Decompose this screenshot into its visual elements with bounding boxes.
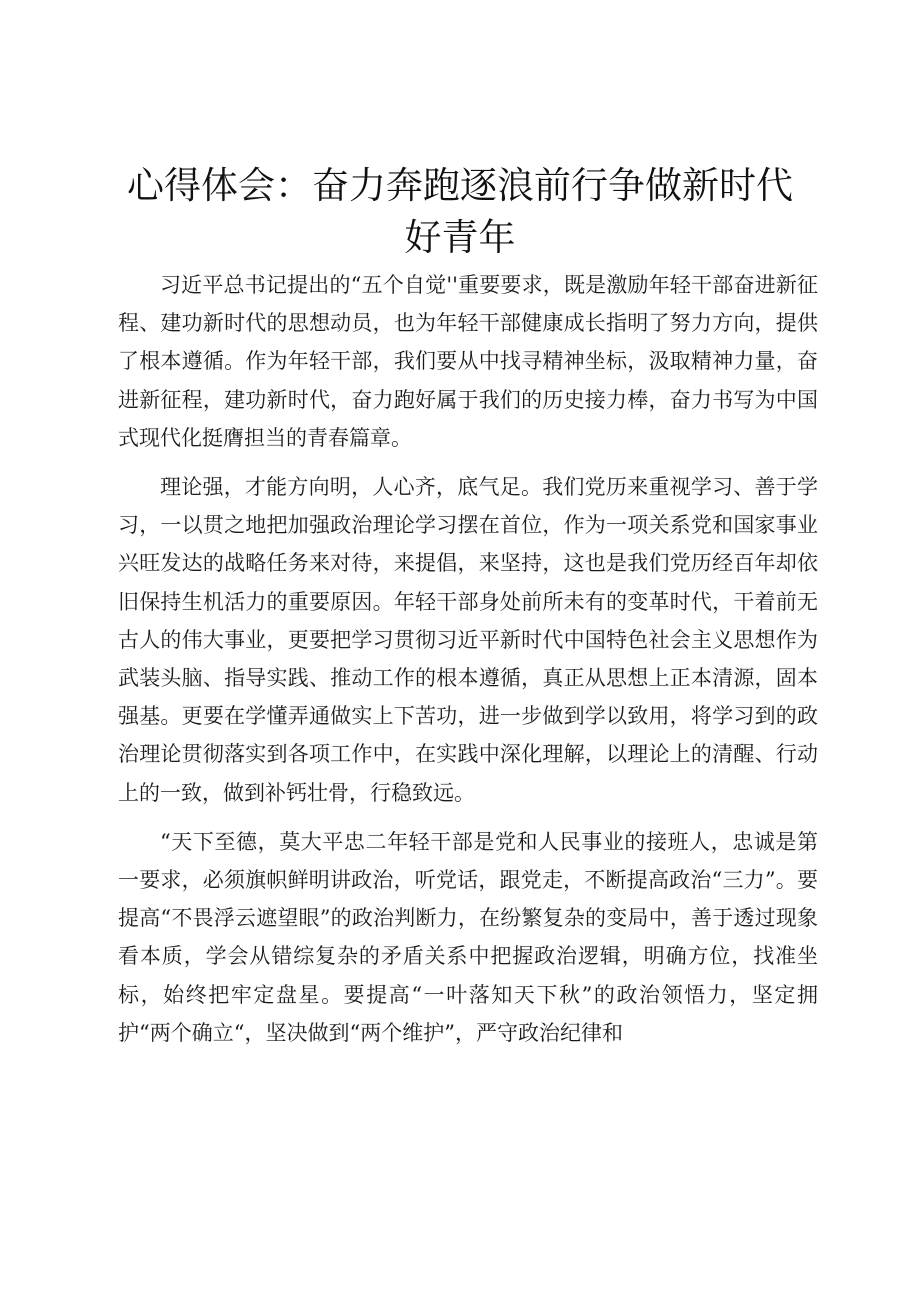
paragraph-2: 理论强，才能方向明，人心齐，底气足。我们党历来重视学习、善于学习，一以贯之地把加强政治理论学习摆在首位，作为一项关系党和国家事业兴旺发达的战略任务来对待，来提倡，来坚持，这也是我们党历经百年却依旧保持生机活力的重要原因。年轻干部身处前所未有的变革时代，干着前无古人的伟大事业，更要把学习贯彻习近平新时代中国特色社会主义思想作为武装头脑、指导实践、推动工作的根本遵循，真正从思想上正本清源，固本强基。更要在学懂弄通做实上下苦功，进一步做到学以致用，将学习到的政治理论贯彻落实到各项工作中，在实践中深化理解，以理论上的清醒、行动上的一致，做到补钙壮骨，行稳致远。	[118, 475, 818, 805]
paragraph-1: 习近平总书记提出的“五个自觉''重要要求，既是激励年轻干部奋进新征程、建功新时代的思想动员，也为年轻干部健康成长指明了努力方向，提供了根本遵循。作为年轻干部，我们要从中找寻精神坐标，汲取精神力量，奋进新征程，建功新时代，奋力跑好属于我们的历史接力棒，奋力书写为中国式现代化挺膺担当的青春篇章。	[118, 273, 818, 450]
paragraph-3: “天下至德，莫大平忠二年轻干部是党和人民事业的接班人，忠诚是第一要求，必须旗帜鲜明讲政治，听党话，跟党走，不断提高政治“三力”。要提高“不畏浮云遮望眼”的政治判断力，在纷繁复杂的变局中，善于透过现象看本质，学会从错综复杂的矛盾关系中把握政治逻辑，明确方位，找准坐标，始终把牢定盘星。要提高“一叶落知天下秋”的政治领悟力，坚定拥护“两个确立“，坚决做到“两个维护”，严守政治纪律和	[118, 829, 818, 1045]
document-title: 心得体会：奋力奔跑逐浪前行争做新时代好青年	[127, 164, 793, 259]
document-body	[118, 266, 818, 1052]
